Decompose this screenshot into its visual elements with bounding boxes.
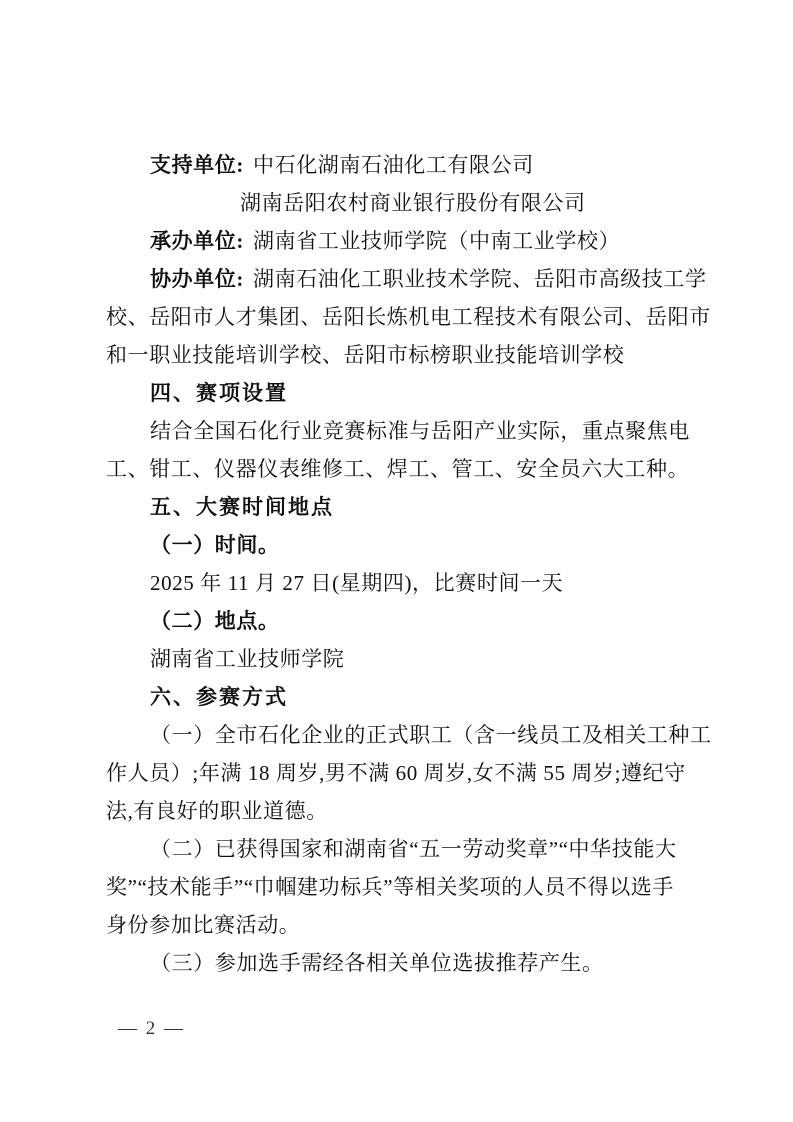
line-text: 湖南省工业技师学院 <box>150 647 345 671</box>
line-text: （一）时间。 <box>150 533 280 557</box>
text-line <box>106 488 688 526</box>
line-text: 作人员）;年满 18 周岁,男不满 60 周岁,女不满 55 周岁;遵纪守 <box>106 761 686 785</box>
line-text: （二）地点。 <box>150 609 280 633</box>
line-text: 五、大赛时间地点 <box>150 496 334 519</box>
line-text: 法,有良好的职业道德。 <box>106 799 328 823</box>
line-text: 湖南石油化工职业技术学院、岳阳市高级技工学 <box>253 267 707 291</box>
line-text: 六、参赛方式 <box>150 686 288 709</box>
line-text: 中石化湖南石油化工有限公司 <box>253 153 534 177</box>
line-label: 协办单位: <box>150 267 244 291</box>
line-text: 工、钳工、仪器仪表维修工、焊工、管工、安全员六大工种。 <box>106 457 690 481</box>
text-line <box>106 298 711 336</box>
line-text: 2025 年 11 月 27 日(星期四)，比赛时间一天 <box>150 571 564 595</box>
line-text: 和一职业技能培训学校、岳阳市标榜职业技能培训学校 <box>106 343 625 367</box>
text-line <box>106 716 712 754</box>
line-label: 承办单位: <box>150 229 244 253</box>
text-line <box>106 450 688 488</box>
document-body <box>106 146 712 982</box>
text-line <box>106 184 688 222</box>
line-text: （一）全市石化企业的正式职工（含一线员工及相关工种工 <box>150 723 712 747</box>
text-line <box>106 906 688 944</box>
text-line <box>106 564 688 602</box>
page-number: — 2 — <box>118 1018 185 1039</box>
line-text: 奖”“技术能手”“巾帼建功标兵”等相关奖项的人员不得以选手 <box>106 875 675 899</box>
text-line <box>106 754 688 792</box>
text-line <box>106 374 688 412</box>
text-line <box>106 830 688 868</box>
text-line <box>106 526 688 564</box>
text-line <box>106 944 688 982</box>
text-line <box>106 678 688 716</box>
line-text: 湖南岳阳农村商业银行股份有限公司 <box>240 191 586 215</box>
line-text: （三）参加选手需经各相关单位选拔推荐产生。 <box>150 951 604 975</box>
line-text: 湖南省工业技师学院（中南工业学校） <box>253 229 621 253</box>
text-line <box>106 146 688 184</box>
text-line <box>106 222 688 260</box>
text-line <box>106 868 688 906</box>
text-line <box>106 792 688 830</box>
line-text: （二）已获得国家和湖南省“五一劳动奖章”“中华技能大 <box>150 837 677 861</box>
line-text: 校、岳阳市人才集团、岳阳长炼机电工程技术有限公司、岳阳市 <box>106 305 711 329</box>
line-text: 结合全国石化行业竞赛标准与岳阳产业实际，重点聚焦电 <box>150 419 690 443</box>
text-line <box>106 336 688 374</box>
line-text: 四、赛项设置 <box>150 382 288 405</box>
text-line <box>106 640 688 678</box>
text-line <box>106 260 707 298</box>
line-text: 身份参加比赛活动。 <box>106 913 301 937</box>
text-line <box>106 602 688 640</box>
text-line <box>106 412 688 450</box>
line-label: 支持单位: <box>150 153 244 177</box>
